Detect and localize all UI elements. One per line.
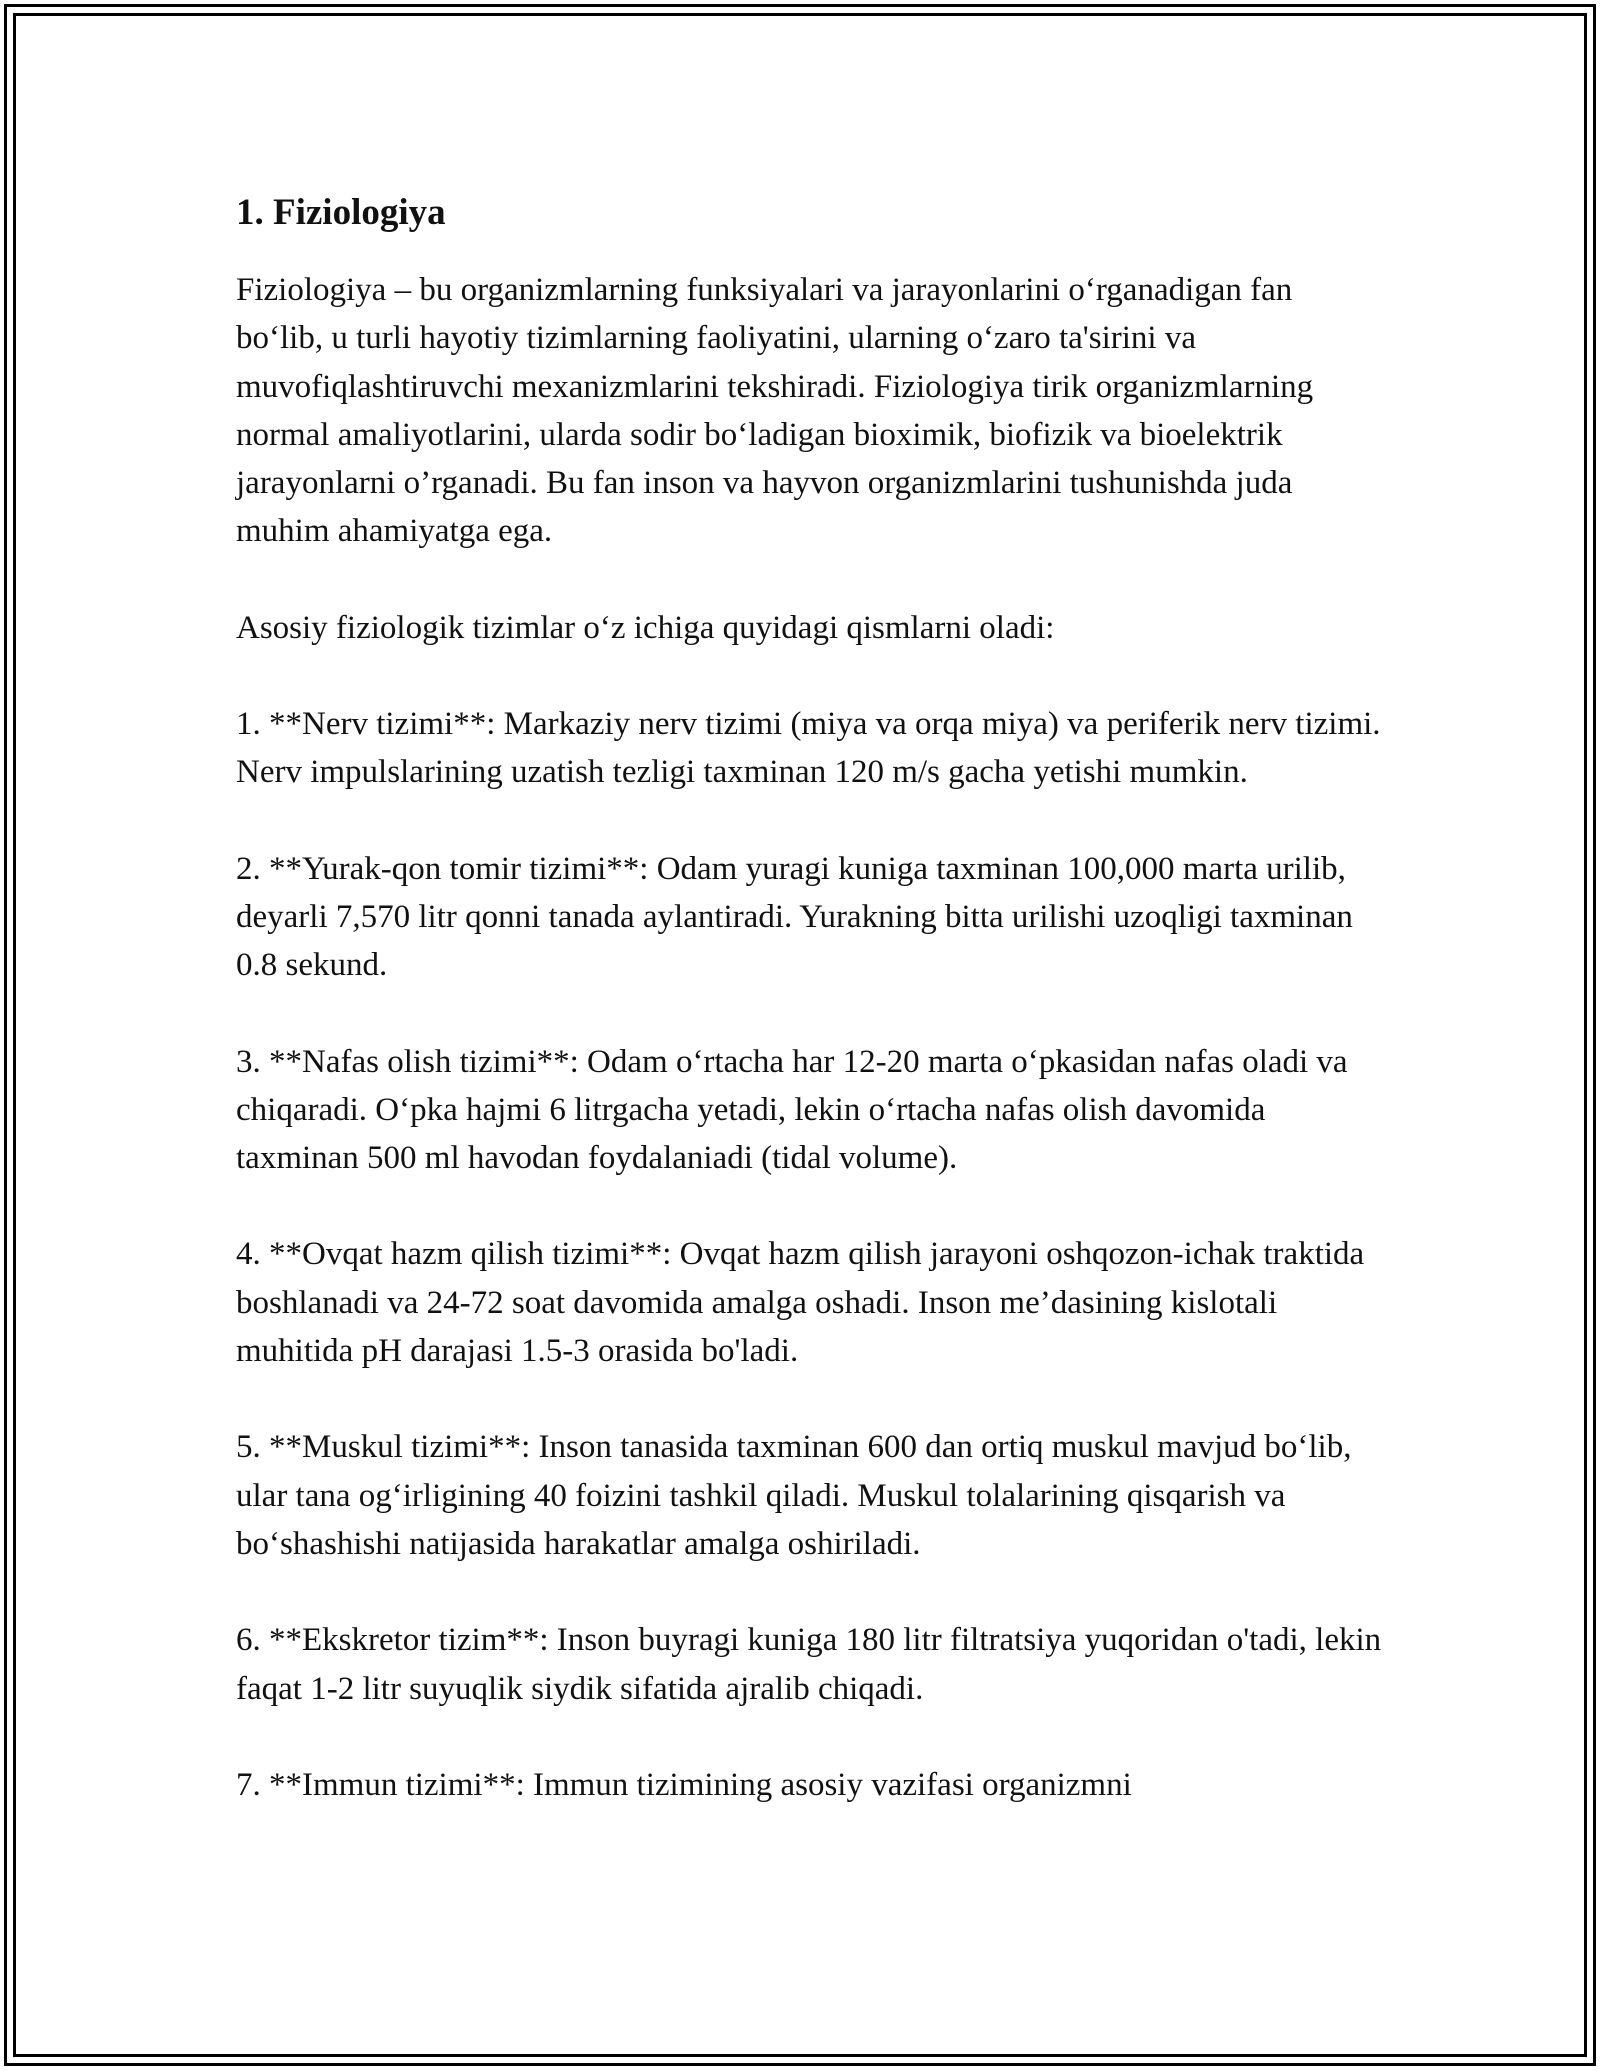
section-heading: 1. Fiziologiya xyxy=(236,192,446,233)
list-item-ovqat: 4. **Ovqat hazm qilish tizimi**: Ovqat hazm qilish jarayoni oshqozon-ichak traktida boshlanadi va 24-72 soat davomida amalga oshadi. Inson me’dasining kislotali muhitida pH darajasi 1.5-3 orasida bo'ladi. xyxy=(236,1236,1365,1370)
document-body xyxy=(236,188,1386,1857)
list-intro-paragraph: Asosiy fiziologik tizimlar o‘z ichiga quyidagi qismlarni oladi: xyxy=(236,609,1055,646)
list-item-nafas: 3. **Nafas olish tizimi**: Odam o‘rtacha har 12-20 marta o‘pkasidan nafas oladi va chiqaradi. O‘pka hajmi 6 litrgacha yetadi, lekin o‘rtacha nafas olish davomida taxminan 500 ml havodan foydalaniadi (tidal volume). xyxy=(236,1043,1348,1177)
list-item-ekskretor: 6. **Ekskretor tizim**: Inson buyragi kuniga 180 litr filtratsiya yuqoridan o'tadi, lekin faqat 1-2 litr suyuqlik siydik sifatida ajralib chiqadi. xyxy=(236,1622,1382,1707)
list-item-muskul: 5. **Muskul tizimi**: Inson tanasida taxminan 600 dan ortiq muskul mavjud bo‘lib, ular tana og‘irligining 40 foizini tashkil qiladi. Muskul tolalarining qisqarish va bo‘shashishi natijasida harakatlar amalga oshiriladi. xyxy=(236,1429,1352,1562)
list-item-yurak: 2. **Yurak-qon tomir tizimi**: Odam yuragi kuniga taxminan 100,000 marta urilib, deyarli 7,570 litr qonni tanada aylantiradi. Yurakning bitta urilishi uzoqligi taxminan 0.8 sekund. xyxy=(236,850,1353,984)
list-item-immun: 7. **Immun tizimi**: Immun tizimining asosiy vazifasi organizmni xyxy=(236,1766,1132,1803)
list-item-nerv: 1. **Nerv tizimi**: Markaziy nerv tizimi (miya va orqa miya) va periferik nerv tizimi. Nerv impulslarining uzatish tezligi taxminan 120 m/s gacha yetishi mumkin. xyxy=(236,706,1381,791)
intro-paragraph: Fiziologiya – bu organizmlarning funksiyalari va jarayonlarini o‘rganadigan fan bo‘lib, u turli hayotiy tizimlarning faoliyatini, ularning o‘zaro ta'sirini va muvofiqlashtiruvchi mexanizmlarini tekshiradi. Fiziologiya tirik organizmlarning normal amaliyotlarini, ularda sodir bo‘ladigan bioximik, biofizik va bioelektrik jarayonlarni o’rganadi. Bu fan inson va hayvon organizmlarini tushunishda juda muhim ahamiyatga ega. xyxy=(236,272,1314,550)
